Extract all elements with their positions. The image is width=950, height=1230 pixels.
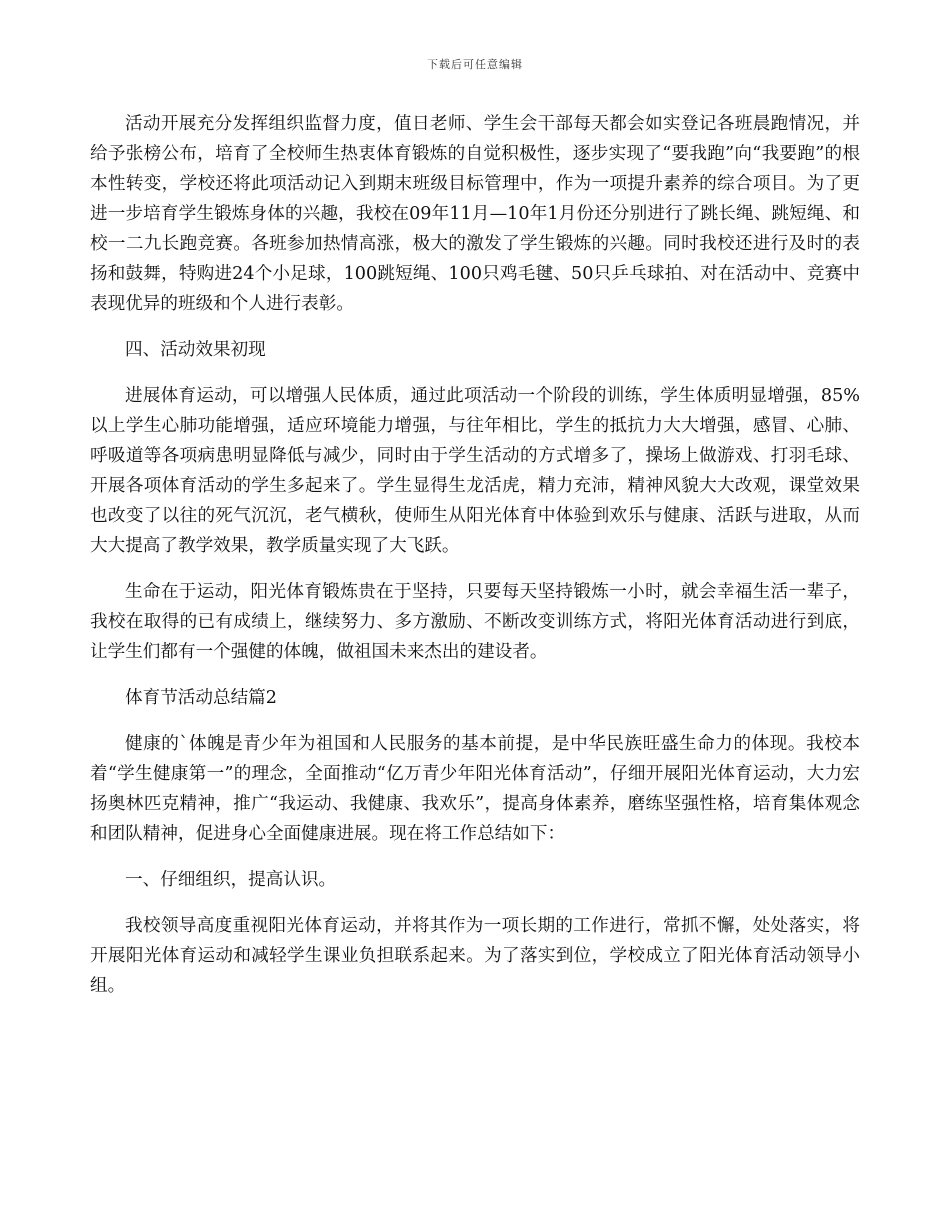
document-body bbox=[90, 109, 860, 1017]
section-heading-organization: 一、仔细组织，提高认识。 bbox=[125, 870, 337, 890]
section-heading-summary-2: 体育节活动总结篇2 bbox=[125, 688, 277, 708]
paragraph-health-improvement: 进展体育运动，可以增强人民体质，通过此项活动一个阶段的训练，学生体质明显增强，85%以上学生心肺功能增强，适应环境能力增强，与往年相比，学生的抵抗力大大增强，感冒、心肺、呼吸道等各项病患明显降低与减少，同时由于学生活动的方式增多了，操场上做游戏、打羽毛球、开展各项体育活动的学生多起来了。学生显得生龙活虎，精力充沛，精神风貌大大改观，课堂效果也改变了以往的死气沉沉，老气横秋，使师生从阳光体育中体验到欢乐与健康、活跃与进取，从而大大提高了教学效果，教学质量实现了大飞跃。 bbox=[90, 386, 860, 556]
paragraph-morning-run-supervision: 活动开展充分发挥组织监督力度，值日老师、学生会干部每天都会如实登记各班晨跑情况，并给予张榜公布，培育了全校师生热衷体育锻炼的自觉积极性，逐步实现了“要我跑”向“我要跑”的根本性转变，学校还将此项活动记入到期末班级目标管理中，作为一项提升素养的综合项目。为了更进一步培育学生锻炼身体的兴趣，我校在09年11月—10年1月份还分别进行了跳长绳、跳短绳、和校一二九长跑竞赛。各班参加热情高涨，极大的激发了学生锻炼的兴趣。同时我校还进行及时的表扬和鼓舞，特购进24个小足球，100跳短绳、100只鸡毛毽、50只乒乓球拍、对在活动中、竞赛中表现优异的班级和个人进行表彰。 bbox=[90, 114, 860, 314]
paragraph-health-foundation: 健康的`体魄是青少年为祖国和人民服务的基本前提，是中华民族旺盛生命力的体现。我校本着“学生健康第一”的理念，全面推动“亿万青少年阳光体育活动”，仔细开展阳光体育运动，大力宏扬奥林匹克精神，推广“我运动、我健康、我欢乐”，提高身体素养，磨练坚强性格，培育集体观念和团队精神，促进身心全面健康进展。现在将工作总结如下： bbox=[90, 734, 860, 844]
section-heading-results: 四、活动效果初现 bbox=[125, 340, 266, 360]
paragraph-leadership-group: 我校领导高度重视阳光体育运动，并将其作为一项长期的工作进行，常抓不懈，处处落实，将开展阳光体育运动和减轻学生课业负担联系起来。为了落实到位，学校成立了阳光体育活动领导小组。 bbox=[90, 916, 860, 996]
page-header-note: 下载后可任意编辑 bbox=[427, 58, 523, 71]
paragraph-persistence: 生命在于运动，阳光体育锻炼贵在于坚持，只要每天坚持锻炼一小时，就会幸福生活一辈子，我校在取得的已有成绩上，继续努力、多方激励、不断改变训练方式，将阳光体育活动进行到底，让学生们都有一个强健的体魄，做祖国未来杰出的建设者。 bbox=[90, 582, 860, 662]
